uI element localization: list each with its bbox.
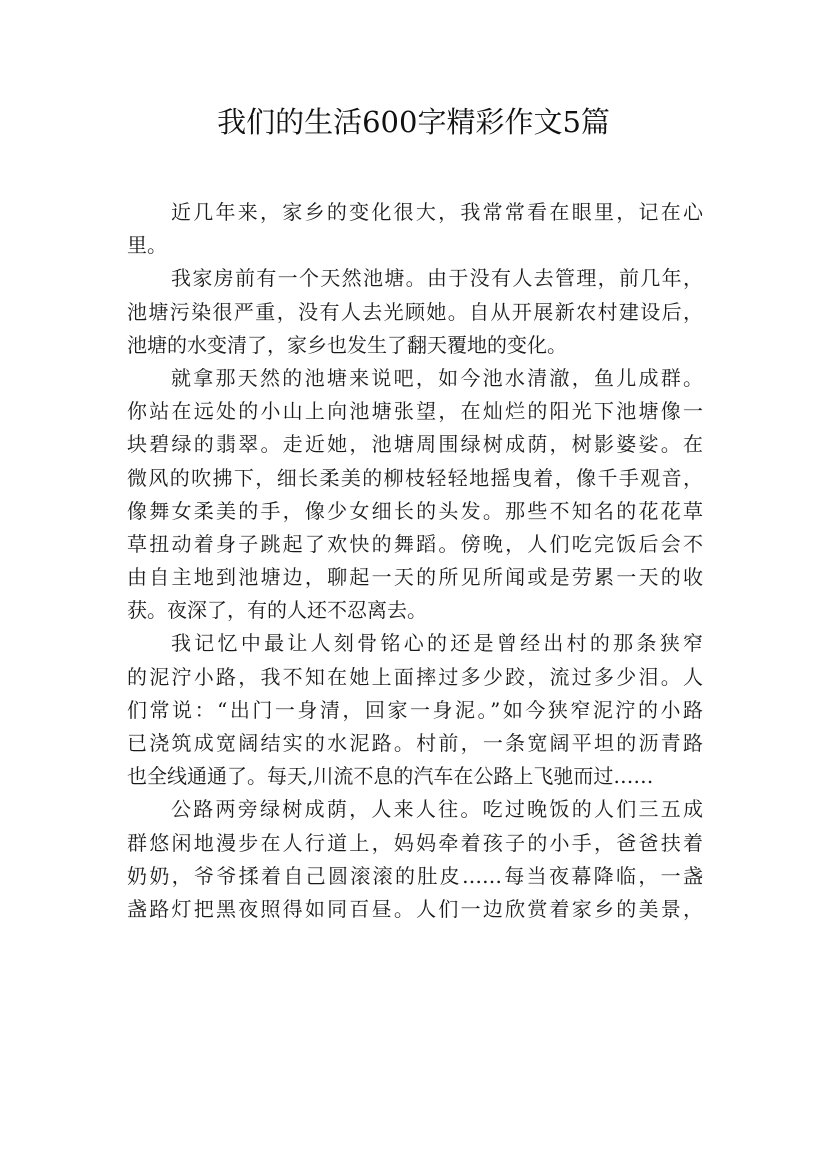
body-line: 由自主地到池塘边，聊起一天的所见所闻或是劳累一天的收	[127, 565, 703, 590]
body-line: 近几年来，家乡的变化很大，我常常看在眼里，记在心	[171, 200, 703, 224]
body-line: 块碧绿的翡翠。走近她，池塘周围绿树成荫，树影婆娑。在	[127, 432, 703, 457]
body-line: 盏路灯把黑夜照得如同百昼。人们一边欣赏着家乡的美景，	[127, 896, 703, 921]
body-line: 我记忆中最让人刻骨铭心的还是曾经出村的那条狭窄	[171, 631, 703, 656]
body-line: 也全线通通了。每天,川流不息的汽车在公路上飞驰而过……	[127, 764, 654, 789]
body-line: 群悠闲地漫步在人行道上，妈妈牵着孩子的小手，爸爸扶着	[127, 830, 703, 855]
body-line: 你站在远处的小山上向池塘张望，在灿烂的阳光下池塘像一	[127, 399, 703, 424]
body-line: 池塘污染很严重，没有人去光顾她。自从开展新农村建设后，	[127, 299, 703, 324]
body-line: 池塘的水变清了，家乡也发生了翻天覆地的变化。	[127, 332, 567, 357]
document-body	[127, 196, 703, 926]
body-line: 获。夜深了，有的人还不忍离去。	[127, 598, 427, 623]
body-line: 奶奶，爷爷揉着自己圆滚滚的肚皮……每当夜幕降临，一盏	[127, 863, 703, 888]
body-line: 的泥泞小路，我不知在她上面摔过多少跤，流过多少泪。人	[127, 664, 703, 689]
document-title: 我们的生活600字精彩作文5篇	[217, 105, 610, 139]
body-line: 们常说：“出门一身清，回家一身泥。”如今狭窄泥泞的小路	[127, 697, 703, 722]
body-line: 已浇筑成宽阔结实的水泥路。村前，一条宽阔平坦的沥青路	[127, 731, 703, 755]
body-line: 里。	[127, 233, 167, 258]
body-line: 就拿那天然的池塘来说吧，如今池水清澈，鱼儿成群。	[171, 365, 703, 390]
body-line: 微风的吹拂下，细长柔美的柳枝轻轻地摇曳着，像千手观音，	[127, 465, 703, 490]
body-line: 草扭动着身子跳起了欢快的舞蹈。傍晚，人们吃完饭后会不	[127, 531, 703, 556]
body-line: 公路两旁绿树成荫，人来人往。吃过晚饭的人们三五成	[171, 797, 703, 822]
body-line: 像舞女柔美的手，像少女细长的头发。那些不知名的花花草	[127, 498, 703, 523]
body-line: 我家房前有一个天然池塘。由于没有人去管理，前几年，	[171, 266, 703, 291]
